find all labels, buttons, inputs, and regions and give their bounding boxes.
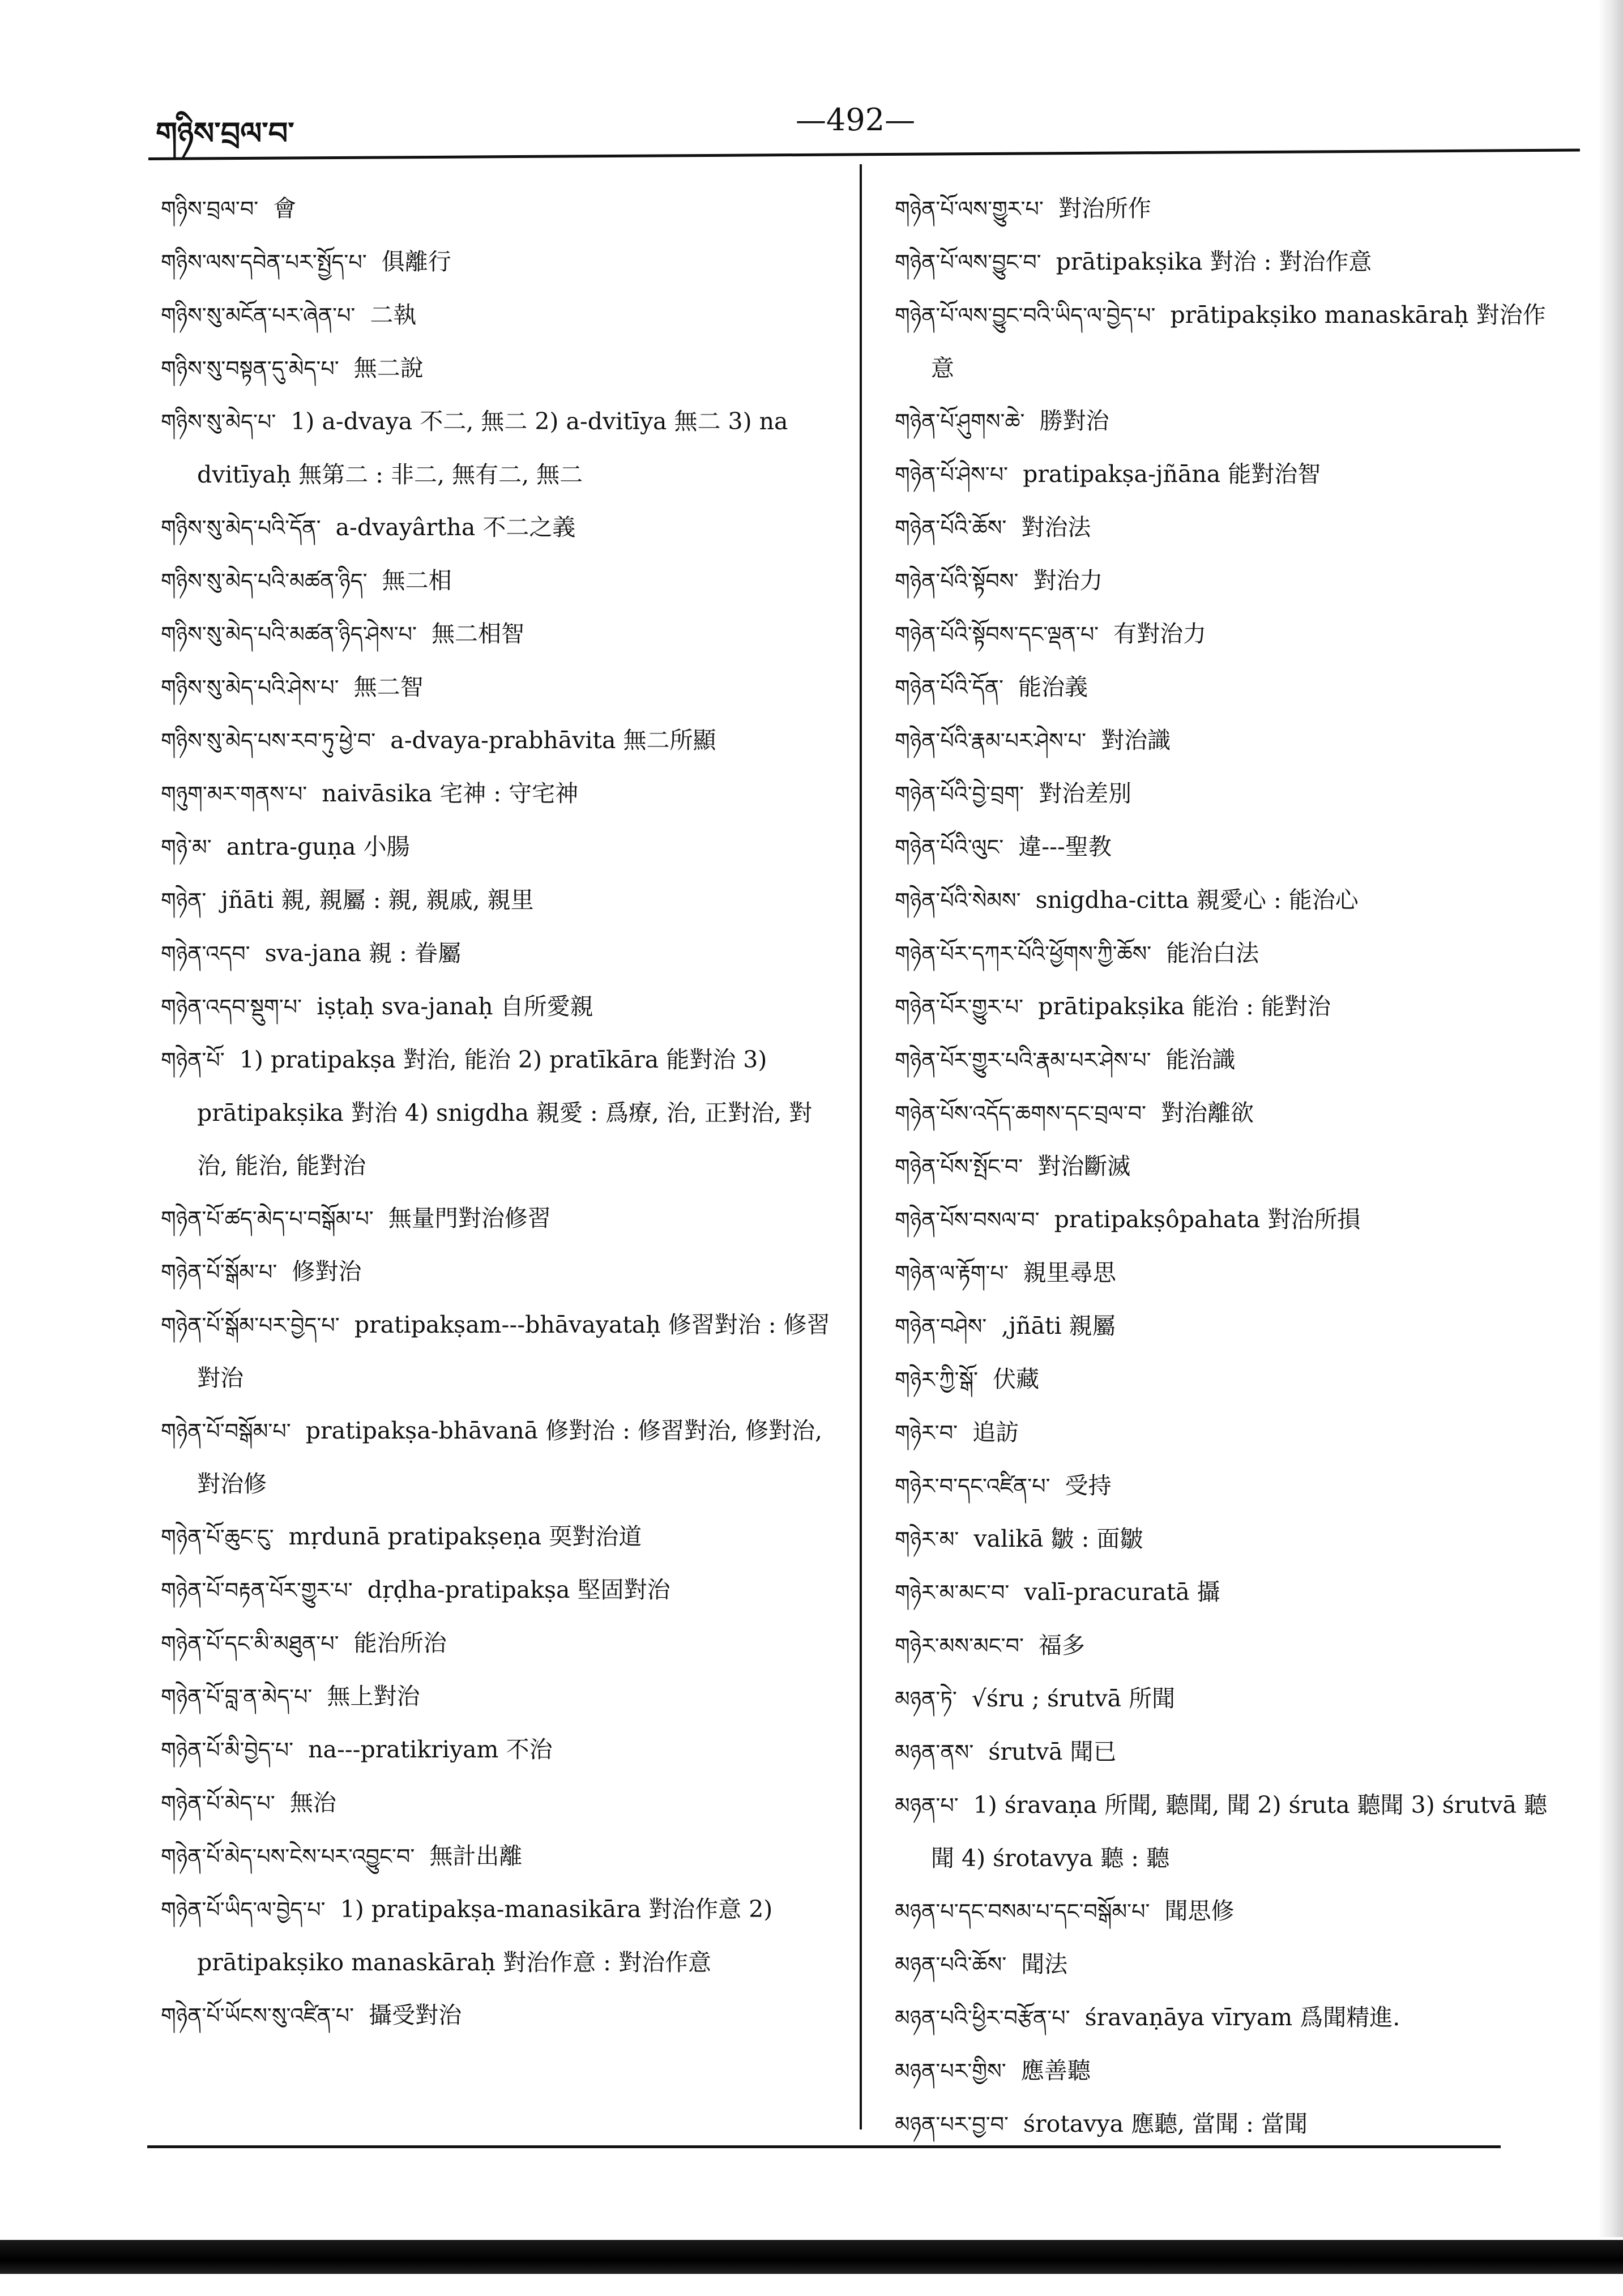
entry-headword: གཉིས་སུ་མངོན་པར་ཞེན་པ་ [161, 303, 356, 328]
dictionary-entry [161, 1830, 840, 1883]
dictionary-entry [161, 1564, 840, 1617]
entry-definition: 1) pratipakṣa 對治, 能治 2) pratīkāra 能對治 3) prātipakṣika 對治 4) snigdha 親愛 : 爲療, 治, 正對治, 對治, 能治, 能對治 [197, 1046, 813, 1179]
entry-definition: mṛdunā pratipakṣeṇa 耎對治道 [288, 1523, 642, 1550]
dictionary-entry [161, 1510, 840, 1564]
entry-headword: གཉེ་མ་ [161, 835, 212, 860]
dictionary-entry [161, 395, 840, 501]
dictionary-entry [161, 714, 840, 767]
entry-definition: 親里尋思 [1023, 1259, 1116, 1286]
entry-headword: གཉིས་སུ་མེད་པའི་མཚན་ཉིད་ཤེས་པ་ [161, 622, 417, 647]
entry-headword: གཉེན་པོ་བླ་ན་མེད་པ་ [161, 1684, 313, 1709]
dictionary-entry [895, 2045, 1557, 2098]
dictionary-entry [161, 236, 840, 289]
entry-definition: śrotavya 應聽, 當聞 : 當聞 [1023, 2110, 1308, 2137]
entry-headword: གཉེན་པོས་སྤོང་བ་ [895, 1154, 1023, 1179]
entry-definition: 1) a-dvaya 不二, 無二 2) a-dvitīya 無二 3) na dvitīyaḥ 無第二 : 非二, 無有二, 無二 [197, 408, 788, 488]
entry-headword: གཉེན་པོ་མི་བྱེད་པ་ [161, 1738, 294, 1762]
dictionary-entry [895, 608, 1557, 661]
entry-definition: ,jñāti 親屬 [1001, 1312, 1116, 1339]
entry-headword: གཉེན་པོའི་ལུང་ [895, 835, 1004, 860]
header-rule [148, 149, 1580, 160]
entry-headword: མཉན་པར་གྱིས་ [895, 2059, 1006, 2084]
entry-definition: pratipakṣam---bhāvayataḥ 修習對治 : 修習對治 [197, 1311, 830, 1392]
dictionary-entry [895, 236, 1557, 289]
entry-headword: གཉེན་པོའི་སེམས་ [895, 888, 1021, 913]
entry-definition: 對治差別 [1039, 780, 1132, 807]
entry-headword: གཉེར་བ་ [895, 1420, 958, 1445]
dictionary-entry [895, 1619, 1557, 1672]
entry-headword: གཉིས་སུ་མེད་པས་རབ་ཏུ་ཕྱེ་བ་ [161, 728, 376, 753]
entry-definition: a-dvayârtha 不二之義 [335, 514, 576, 541]
entry-definition: √śru ; śrutvā 所聞 [971, 1685, 1176, 1712]
dictionary-entry [895, 767, 1557, 821]
dictionary-entry [895, 1566, 1557, 1619]
entry-definition: 俱離行 [381, 248, 451, 275]
entry-definition: antra-guṇa 小腸 [226, 833, 410, 860]
dictionary-entry [161, 1670, 840, 1723]
entry-definition: jñāti 親, 親屬 : 親, 親戚, 親里 [221, 886, 534, 914]
dictionary-entry [161, 1617, 840, 1670]
entry-headword: གཉེར་བ་དང་འཛིན་པ་ [895, 1474, 1050, 1499]
dictionary-entry [895, 714, 1557, 767]
dictionary-entry [161, 1245, 840, 1299]
dictionary-entry [895, 1726, 1557, 1779]
entry-headword: གཉུག་མར་གནས་པ་ [161, 782, 307, 806]
entry-headword: གཉེན་པོ་སྒོམ་པ་ [161, 1260, 277, 1284]
entry-definition: 修對治 [292, 1258, 362, 1285]
dictionary-entry [161, 1723, 840, 1777]
entry-definition: 無二智 [353, 673, 424, 701]
entry-definition: 聞法 [1021, 1951, 1068, 1978]
dictionary-entry [895, 1140, 1557, 1193]
entry-definition: 1) śravaṇa 所聞, 聽聞, 聞 2) śruta 聽聞 3) śrutvā 聽聞 4) śrotavya 聽 : 聽 [931, 1791, 1547, 1872]
entry-definition: 1) pratipakṣa-manasikāra 對治作意 2) prātipakṣiko manaskāraḥ 對治作意 : 對治作意 [197, 1896, 773, 1976]
page-edge-shadow [1598, 0, 1623, 2237]
entry-definition: naivāsika 宅神 : 守宅神 [322, 780, 579, 807]
entry-definition: 應善聽 [1020, 2057, 1091, 2084]
entry-headword: གཉེན་པོ་ཤེས་པ་ [895, 462, 1009, 487]
dictionary-entry [161, 767, 840, 821]
dictionary-entry [895, 2098, 1557, 2151]
dictionary-entry [895, 1938, 1557, 1991]
entry-headword: གཉེན་པོའི་དོན་ [895, 675, 1004, 700]
entry-headword: གཉེན་པོ་ཤུགས་ཆེ་ [895, 409, 1025, 434]
entry-headword: གཉིས་སུ་མེད་པའི་ཤེས་པ་ [161, 675, 339, 700]
dictionary-entry [895, 1779, 1557, 1885]
dictionary-entry [895, 1672, 1557, 1726]
dictionary-entry [895, 1885, 1557, 1938]
entry-definition: 對治所作 [1058, 195, 1151, 222]
entry-headword: མཉན་ནས་ [895, 1740, 974, 1765]
entry-headword: གཉེན་པོ་བསྒོམ་པ་ [161, 1419, 291, 1444]
entry-definition: prātipakṣika 對治 : 對治作意 [1056, 248, 1372, 275]
dictionary-entry [895, 1991, 1557, 2045]
entry-headword: གཉེན་པོ་ཡོངས་སུ་འཛིན་པ་ [161, 2003, 355, 2028]
entry-definition: pratipakṣa-jñāna 能對治智 [1023, 460, 1321, 488]
entry-definition: valikā 皺 : 面皺 [973, 1525, 1143, 1552]
dictionary-entry [895, 1247, 1557, 1300]
dictionary-entry [895, 980, 1557, 1034]
entry-headword: གཉེན་པོ་ཡིད་ལ་བྱེད་པ་ [161, 1897, 326, 1922]
entry-headword: གཉེན་པོ་ཆུང་ངུ་ [161, 1525, 274, 1550]
dictionary-entry [895, 1193, 1557, 1247]
entry-definition: 無二相 [382, 567, 452, 594]
entry-definition: 伏藏 [993, 1365, 1040, 1393]
entry-headword: གཉེན་པོ་སྒོམ་པར་བྱེད་པ་ [161, 1313, 340, 1338]
entry-definition: 受持 [1065, 1472, 1112, 1499]
dictionary-entry [161, 182, 840, 236]
entry-definition: 勝對治 [1039, 407, 1109, 434]
entry-headword: གཉེན་པོའི་སྟོབས་ [895, 569, 1019, 594]
entry-headword: གཉིས་སུ་བསྟན་དུ་མེད་པ་ [161, 356, 339, 381]
entry-headword: གཉེར་མ་མང་བ་ [895, 1580, 1010, 1605]
dictionary-entry [161, 554, 840, 608]
dictionary-entry [161, 821, 840, 874]
entry-definition: 對治斷滅 [1037, 1153, 1131, 1180]
entry-definition: sva-jana 親 : 眷屬 [264, 940, 461, 967]
entry-headword: མཉན་པ་དང་བསམ་པ་དང་བསྒོམ་པ་ [895, 1899, 1150, 1924]
entry-definition: valī-pracuratā 攝 [1024, 1578, 1220, 1606]
entry-headword: གཉིས་སུ་མེད་པའི་མཚན་ཉིད་ [161, 569, 368, 594]
entry-definition: śravaṇāya vīryam 爲聞精進. [1084, 2004, 1400, 2031]
dictionary-entry [895, 927, 1557, 980]
entry-definition: na---pratikriyam 不治 [308, 1736, 553, 1763]
entry-definition: 攝受對治 [369, 2001, 462, 2029]
entry-headword: གཉིས་སུ་མེད་པ་ [161, 409, 276, 434]
entry-headword: གཉེན་པོ་ལས་བྱུང་བ་ [895, 250, 1041, 275]
left-column [161, 182, 840, 2042]
dictionary-entry [895, 1034, 1557, 1087]
entry-headword: མཉན་ཏེ་ [895, 1687, 957, 1712]
dictionary-entry [161, 1777, 840, 1830]
entry-headword: གཉེར་ཀྱི་སྒོ་ [895, 1367, 979, 1392]
entry-headword: མཉན་པ་ [895, 1793, 959, 1818]
dictionary-entry [895, 501, 1557, 554]
entry-headword: གཉེན་པོ་ཚད་མེད་པ་བསྒོམ་པ་ [161, 1206, 374, 1231]
dictionary-entry [161, 1405, 840, 1510]
entry-headword: གཉེན་པོའི་ཆོས་ [895, 515, 1007, 540]
entry-headword: གཉེན་པོའི་རྣམ་པར་ཤེས་པ་ [895, 728, 1087, 753]
dictionary-entry [895, 874, 1557, 927]
entry-headword: གཉེར་མས་མང་བ་ [895, 1633, 1024, 1658]
dictionary-entry [895, 554, 1557, 608]
dictionary-entry [895, 182, 1557, 236]
entry-definition: 違---聖教 [1018, 833, 1112, 860]
entry-definition: 無量門對治修習 [388, 1205, 551, 1232]
dictionary-entry [895, 1513, 1557, 1566]
dictionary-entry [161, 1989, 840, 2042]
entry-definition: 能治所治 [353, 1629, 447, 1657]
entry-definition: prātipakṣiko manaskāraḥ 對治作意 [931, 301, 1546, 382]
entry-definition: 聞思修 [1164, 1897, 1235, 1924]
entry-definition: 對治離欲 [1161, 1099, 1254, 1126]
entry-headword: གཉེན་པོར་གྱུར་པ་ [895, 995, 1024, 1019]
dictionary-entry [895, 1353, 1557, 1406]
dictionary-entry [161, 501, 840, 554]
entry-headword: གཉེན་པོར་དཀར་པོའི་ཕྱོགས་ཀྱི་ཆོས་ [895, 941, 1152, 966]
entry-headword: གཉེན་པོ་ [161, 1048, 225, 1073]
entry-definition: 無二相智 [431, 620, 524, 647]
dictionary-entry [895, 448, 1557, 501]
entry-definition: dṛḍha-pratipakṣa 堅固對治 [367, 1576, 670, 1603]
dictionary-entry [161, 927, 840, 980]
entry-definition: 會 [273, 195, 297, 222]
dictionary-entry [895, 821, 1557, 874]
entry-headword: གཉེན་བཤེས་ [895, 1314, 987, 1339]
entry-headword: གཉེན་ལ་རྟོག་པ་ [895, 1261, 1009, 1286]
entry-headword: གཉེན་པོའི་སྟོབས་དང་ལྡན་པ་ [895, 622, 1099, 647]
entry-headword: གཉེར་མ་ [895, 1527, 959, 1552]
entry-headword: མཉན་པར་བྱ་བ་ [895, 2112, 1009, 2137]
entry-headword: གཉེན་པོ་ལས་གྱུར་པ་ [895, 197, 1044, 221]
entry-headword: གཉིས་སུ་མེད་པའི་དོན་ [161, 515, 321, 540]
entry-definition: snigdha-citta 親愛心 : 能治心 [1035, 886, 1359, 914]
entry-definition: śrutvā 聞已 [988, 1738, 1117, 1765]
dictionary-entry [161, 289, 840, 342]
entry-definition: 無治 [289, 1789, 336, 1816]
dictionary-entry [161, 342, 840, 395]
entry-definition: 無上對治 [327, 1683, 420, 1710]
entry-definition: 無二說 [353, 355, 424, 382]
dictionary-entry [895, 1087, 1557, 1140]
entry-definition: 二執 [370, 301, 417, 328]
scan-edge-band [0, 2240, 1623, 2274]
entry-headword: མཉན་པའི་ཆོས་ [895, 1952, 1007, 1977]
entry-headword: གཉེན་པོ་ལས་བྱུང་བའི་ཡིད་ལ་བྱེད་པ་ [895, 303, 1156, 328]
right-column [895, 182, 1557, 2151]
dictionary-entry [161, 1299, 840, 1405]
dictionary-entry [895, 661, 1557, 714]
entry-definition: 福多 [1038, 1632, 1085, 1659]
entry-definition: 能治白法 [1166, 940, 1259, 967]
dictionary-entry [895, 395, 1557, 448]
entry-definition: 對治法 [1021, 514, 1091, 541]
entry-headword: མཉན་པའི་ཕྱིར་བརྩོན་པ་ [895, 2005, 1070, 2030]
dictionary-entry [161, 1192, 840, 1245]
entry-definition: pratipakṣa-bhāvanā 修對治 : 修習對治, 修對治, 對治修 [197, 1417, 823, 1497]
entry-headword: གཉེན་འདབ་ [161, 941, 250, 966]
entry-headword: གཉེན་ [161, 888, 207, 913]
entry-headword: གཉེན་པོ་མེད་པ་ [161, 1791, 275, 1816]
dictionary-entry [161, 608, 840, 661]
entry-headword: གཉེན་པོ་དང་མི་མཐུན་པ་ [161, 1631, 339, 1656]
entry-definition: 有對治力 [1113, 620, 1207, 647]
running-head: གཉིས་བྲལ་བ་ [156, 115, 294, 151]
entry-headword: གཉེན་པོའི་བྱེ་བྲག་ [895, 782, 1024, 806]
dictionary-entry [161, 980, 840, 1034]
entry-definition: prātipakṣika 能治 : 能對治 [1038, 993, 1331, 1020]
dictionary-entry [161, 661, 840, 714]
entry-headword: གཉིས་ལས་དབེན་པར་སྤྱོད་པ་ [161, 250, 367, 275]
entry-definition: 追訪 [972, 1419, 1019, 1446]
entry-definition: pratipakṣôpahata 對治所損 [1054, 1206, 1361, 1233]
footer-rule [147, 2145, 1501, 2148]
dictionary-entry [895, 1406, 1557, 1459]
column-divider [860, 164, 862, 2129]
entry-headword: གཉེན་པོར་གྱུར་པའི་རྣམ་པར་ཤེས་པ་ [895, 1048, 1151, 1073]
entry-headword: གཉིས་བྲལ་བ་ [161, 197, 259, 221]
entry-headword: གཉེན་པོས་བསལ་བ་ [895, 1207, 1040, 1232]
entry-headword: གཉེན་པོ་མེད་པས་ངེས་པར་འབྱུང་བ་ [161, 1844, 415, 1869]
entry-definition: a-dvaya-prabhāvita 無二所顯 [390, 727, 716, 754]
dictionary-entry [161, 874, 840, 927]
dictionary-entry [895, 1300, 1557, 1353]
entry-definition: 對治力 [1033, 567, 1103, 594]
entry-headword: གཉེན་པོ་བརྟན་པོར་གྱུར་པ་ [161, 1578, 353, 1603]
entry-definition: iṣṭaḥ sva-janaḥ 自所愛親 [317, 993, 593, 1020]
dictionary-entry [895, 289, 1557, 395]
entry-headword: གཉེན་འདབ་སྡུག་པ་ [161, 995, 302, 1019]
dictionary-entry [161, 1883, 840, 1989]
dictionary-entry [895, 1459, 1557, 1513]
page-number: —492— [796, 102, 916, 138]
dictionary-entry [161, 1034, 840, 1192]
entry-definition: 能治義 [1018, 673, 1088, 701]
entry-headword: གཉེན་པོས་འདོད་ཆགས་དང་བྲལ་བ་ [895, 1101, 1147, 1126]
entry-definition: 能治識 [1165, 1046, 1236, 1073]
entry-definition: 無計出離 [429, 1842, 523, 1870]
entry-definition: 對治識 [1101, 727, 1171, 754]
